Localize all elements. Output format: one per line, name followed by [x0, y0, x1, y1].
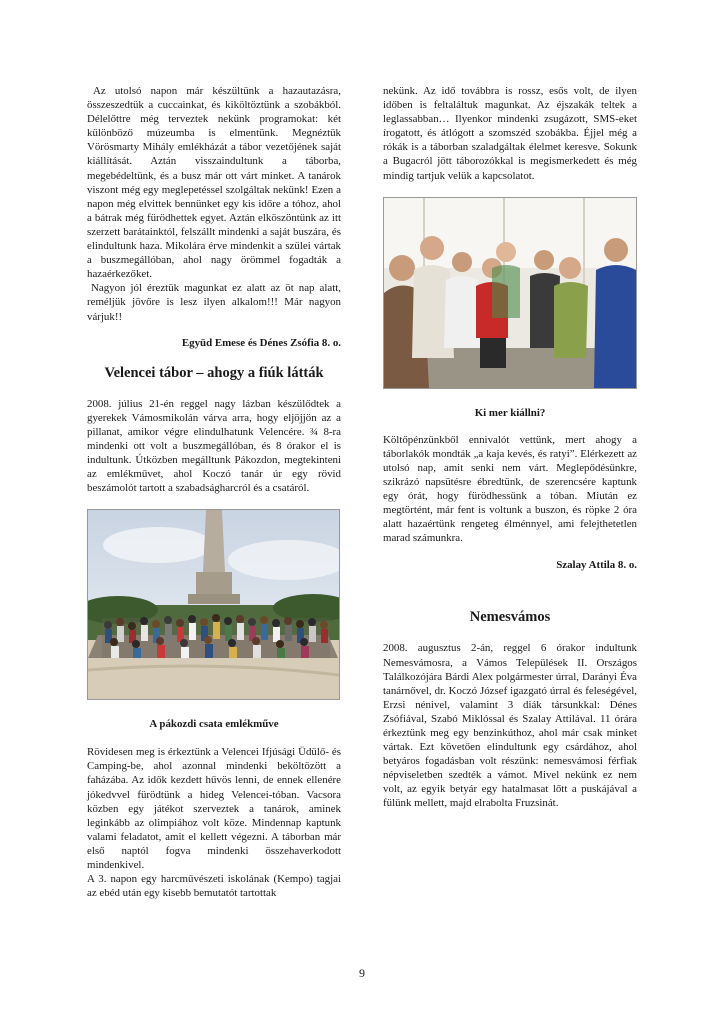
- author-signature: Együd Emese és Dénes Zsófia 8. o.: [181, 336, 341, 349]
- paragraph: nekünk. Az idő továbbra is rossz, esős volt, de ilyen időben is feltaláltuk magunkat. Az éjszakák teltek a leglassabban… Ilyenkor mindenki zsugázott, SMS-eket írogatott, és átlógott a szomszéd szobákba. Éjjel még a rókák is a táborban szaladgáltak élelmet keresve. Sokunk a Bugacról jött táborozókkal is megismerkedett és még mindig tartjuk velük a kapcsolatot.: [383, 85, 637, 182]
- right-column: [383, 84, 637, 811]
- monument-photo-image: [88, 510, 339, 699]
- page-number: 9: [359, 966, 365, 980]
- author-signature: Szalay Attila 8. o.: [556, 559, 637, 572]
- group-photo-image: [384, 198, 636, 388]
- photo-caption: Ki mer kiállni?: [474, 406, 546, 419]
- paragraph: Az utolsó napon már készültünk a hazautazásra, összeszedtük a cuccainkat, és kiköltöztünk a szobákból. Délelőttre még terveztek nekünk programokat: két különböző múzeumba is elmentünk. Megnéztük Vörösmarty Mihály emlékházát a tábor vezetőjének saját kiállítását. Aztán visszaindultunk a táborba, megebédeltünk, és a busz már ott várt minket. A tanárok viszont még egy meglepetéssel szolgáltak nekünk! Ezen a napon még elvittek bennünket egy kis időre a tóhoz, ahol a bátrak még fürödhettek egyet. Aztán elköszöntünk az itt szerzett barátainktól, felszállt mindenki a saját buszára, és elindultunk haza. Mikolára érve mindenkit a szülei vártak a buszmegállóban, ahol nagy örömmel fogadták a hazaérkezőket.: [87, 85, 341, 281]
- group-photo: [383, 197, 637, 389]
- monument-photo: [87, 509, 340, 700]
- paragraph: A 3. napon egy harcművészeti iskolának (Kempo) tagjai az ebéd után egy kisebb bemutatót tartottak: [87, 873, 341, 900]
- paragraph: 2008. augusztus 2-án, reggel 6 órakor indultunk Nemesvámosra, a Vámos Települések II. Országos Találkozójára Bárdi Alex polgármester úrral, Darányi Éva tanárnővel, dr. Koczó József igazgató úrral és feleségével, Erzsi nénivel, valamint 3 diák társunkkal: Dénes Zsófiával, Szabó Miklóssal és Szalay Attilával. 11 órára érkeztünk meg egy benzinkúthoz, ahol már csak minket vártak. Ezt követően elindultunk egy csárdához, ahol betyáros fogadásban volt részünk: nemesvámosi férfiak népviseletben szedték a vámot. Mivel nekünk ez nem volt, az egyik betyár egy hatalmasat lőtt a puskájával a fülünk mellett, majd elrabolta Fruzsinát.: [383, 642, 637, 810]
- article-heading: Nemesvámos: [469, 609, 551, 626]
- photo-caption: A pákozdi csata emlékműve: [149, 718, 279, 731]
- paragraph: Költőpénzünkből ennivalót vettünk, mert ahogy a táborlakók mondták „a kaja kevés, és ratyi”. Elérkezett az utolsó nap, amit senki nem várt. Meglepődésünkre, szikrázó napsütésre ébredtünk, de szerencsére kaptunk egy órát, hogy fürödhessünk a tóban. Miután ez megtörtént, már fent is voltunk a buszon, és röpke 2 óra alatt hazaértünk rengeteg élménnyel, ami felejthetetlen marad számunkra.: [383, 433, 637, 545]
- paragraph: 2008. július 21-én reggel nagy lázban készülődtek a gyerekek Vámosmikolán várva arra, hogy eljöjjön az a pillanat, amikor végre elindulhatunk Velencére. ¾ 8-ra mindenki ott volt a buszmegállóban, és 8 órakor el is indultunk. Útközben megálltunk Pákozdon, megtekinteni az emlékművet, ahol Koczó tanár úr egy rövid beszámolót tartott a szabadságharcról és a csatáról.: [87, 397, 341, 495]
- paragraph: Nagyon jól éreztük magunkat ez alatt az öt nap alatt, reméljük jövőre is lesz ilyen alkalom!!! Már nagyon várjuk!!: [87, 282, 341, 323]
- article-heading: Velencei tábor – ahogy a fiúk látták: [104, 364, 324, 381]
- left-column: [87, 84, 341, 900]
- paragraph: Rövidesen meg is érkeztünk a Velencei Ifjúsági Üdülő- és Camping-be, ahol azonnal mindenki beköltözött a faházába. Az idők kezdett hűvös lenni, de ennek ellenére jókedvvel fürödtünk a hideg Velencei-tóban. Vacsora közben egy játékot szerveztek a tanárok, aminek leginkább az olimpiához volt köze. Mindennap kaptunk valami feladatot, amit el kellett végezni. A táborban már első naptól fogva mindenki összehaverkodott mindenkivel.: [87, 746, 341, 871]
